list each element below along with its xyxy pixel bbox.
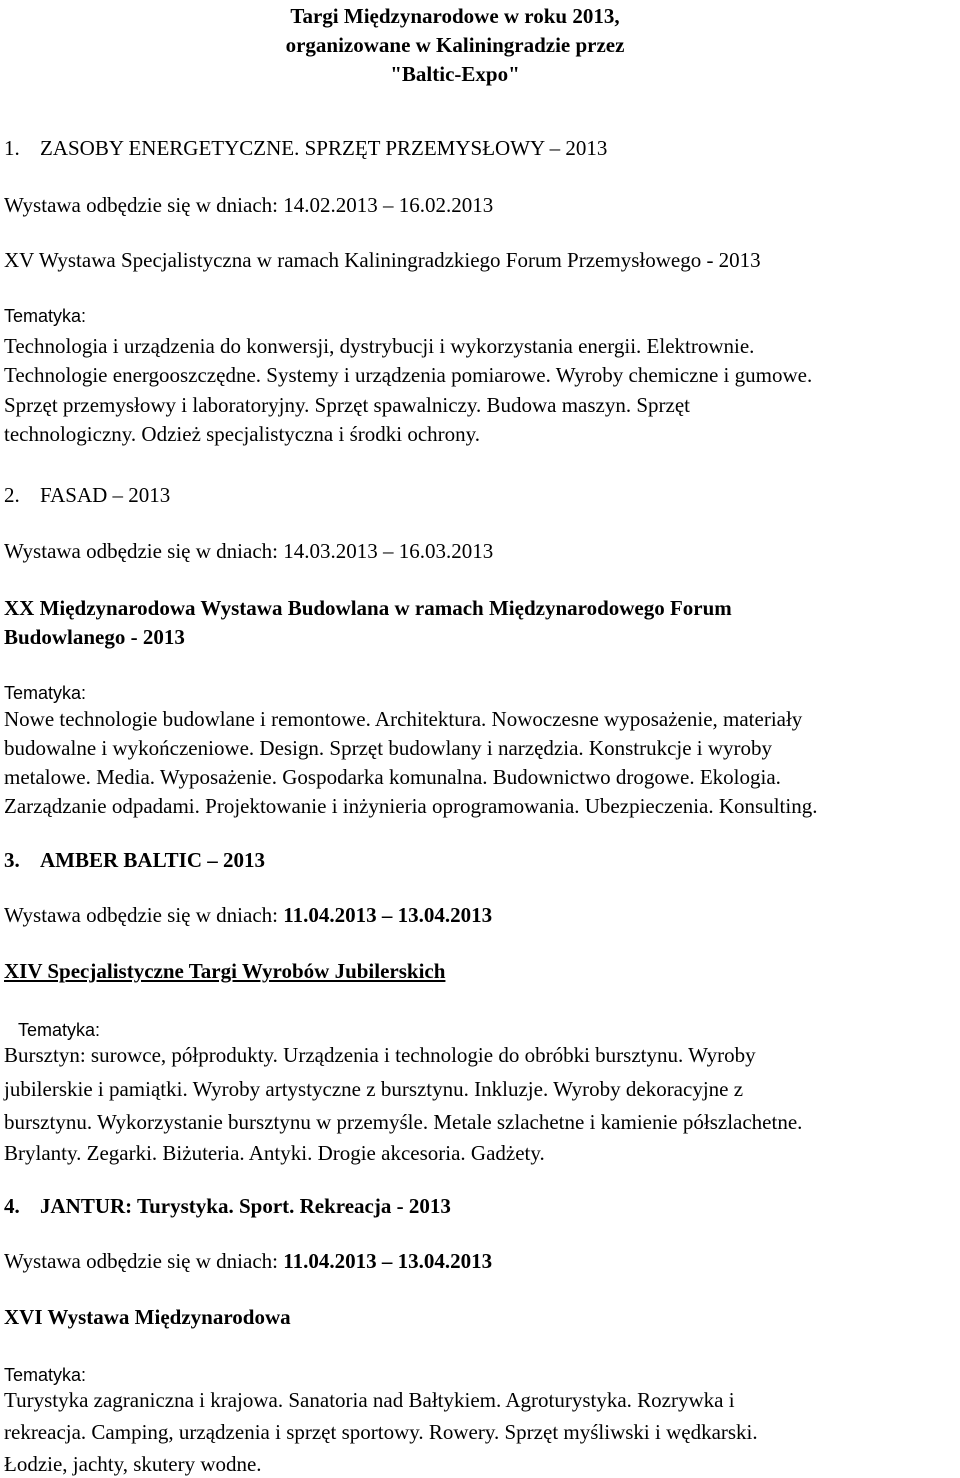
dates-label: Wystawa odbędzie się w dniach: — [4, 539, 284, 563]
section-2-exhibition-line-1: XX Międzynarodowa Wystawa Budowlana w ramach Międzynarodowego Forum — [4, 596, 732, 620]
section-2-heading — [4, 481, 954, 509]
section-title: AMBER BALTIC – 2013 — [40, 848, 266, 872]
section-3-exhibition: XIV Specjalistyczne Targi Wyrobów Jubilerskich — [4, 959, 446, 983]
section-4-topics-line-1: Turystyka zagraniczna i krajowa. Sanatoria nad Bałtykiem. Agroturystyka. Rozrywka i — [4, 1388, 735, 1412]
section-3-topics-line-4: Brylanty. Zegarki. Biżuteria. Antyki. Drogie akcesoria. Gadżety. — [4, 1141, 545, 1165]
section-2-topics-line-2: budowalne i wykończeniowe. Design. Sprzęt budowlany i narzędzia. Konstrukcje i wyroby — [4, 736, 773, 760]
section-4-dates — [4, 1247, 954, 1275]
title-line-1: Targi Międzynarodowe w roku 2013, — [290, 4, 620, 28]
section-3-heading — [4, 846, 954, 874]
section-1-topics-line-4: technologiczny. Odzież specjalistyczna i środki ochrony. — [4, 422, 481, 446]
title-line-3: "Baltic-Expo" — [390, 62, 520, 86]
section-4-heading — [4, 1192, 954, 1220]
section-title: JANTUR: Turystyka. Sport. Rekreacja - 2013 — [40, 1194, 451, 1218]
section-number: 2. — [4, 483, 20, 507]
section-4-exhibition: XVI Wystawa Międzynarodowa — [4, 1305, 291, 1329]
section-3-dates — [4, 901, 954, 929]
dates-label: Wystawa odbędzie się w dniach: — [4, 193, 284, 217]
section-2-topics-line-3: metalowe. Media. Wyposażenie. Gospodarka komunalna. Budownictwo drogowe. Ekologia. — [4, 765, 781, 789]
section-1-exhibition — [4, 246, 954, 274]
section-3-topics-line-1: Bursztyn: surowce, półprodukty. Urządzenia i technologie do obróbki bursztynu. Wyroby — [4, 1043, 756, 1067]
title-line-2: organizowane w Kaliningradzie przez — [285, 33, 625, 57]
section-title: FASAD – 2013 — [40, 483, 171, 507]
section-1-topics-label: Tematyka: — [4, 306, 87, 326]
section-4-topics-line-2: rekreacja. Camping, urządzenia i sprzęt sportowy. Rowery. Sprzęt myśliwski i wędkarski. — [4, 1420, 758, 1444]
section-1-topics-line-1: Technologia i urządzenia do konwersji, dystrybucji i wykorzystania energii. Elektrownie. — [4, 334, 755, 358]
section-2-topics-label: Tematyka: — [4, 683, 87, 703]
document-title — [220, 2, 690, 89]
section-2-dates — [4, 537, 954, 565]
section-number: 3. — [4, 848, 20, 872]
section-number: 4. — [4, 1194, 20, 1218]
dates-label: Wystawa odbędzie się w dniach: — [4, 1249, 284, 1273]
section-title: ZASOBY ENERGETYCZNE. SPRZĘT PRZEMYSŁOWY – 2013 — [40, 136, 608, 160]
section-number: 1. — [4, 136, 20, 160]
section-1-dates — [4, 191, 954, 219]
section-2-topics-line-4: Zarządzanie odpadami. Projektowanie i inżynieria oprogramowania. Ubezpieczenia. Konsulting. — [4, 794, 818, 818]
section-2-topics-line-1: Nowe technologie budowlane i remontowe. Architektura. Nowoczesne wyposażenie, materiały — [4, 707, 803, 731]
dates-value: 14.03.2013 – 16.03.2013 — [283, 539, 494, 563]
dates-value: 14.02.2013 – 16.02.2013 — [283, 193, 494, 217]
section-2-exhibition-line-2: Budowlanego - 2013 — [4, 625, 185, 649]
section-3-topics-line-2: jubilerskie i pamiątki. Wyroby artystyczne z bursztynu. Inkluzje. Wyroby dekoracyjne z — [4, 1077, 744, 1101]
dates-value: 11.04.2013 – 13.04.2013 — [283, 903, 493, 927]
section-1-topics-line-2: Technologie energooszczędne. Systemy i urządzenia pomiarowe. Wyroby chemiczne i gumowe. — [4, 363, 813, 387]
section-3-topics-line-3: bursztynu. Wykorzystanie bursztynu w przemyśle. Metale szlachetne i kamienie półszlachetne. — [4, 1110, 803, 1134]
section-1-heading — [4, 134, 954, 162]
section-3-topics-label: Tematyka: — [18, 1020, 101, 1040]
section-4-topics-line-3: Łodzie, jachty, skutery wodne. — [4, 1452, 262, 1476]
dates-label: Wystawa odbędzie się w dniach: — [4, 903, 284, 927]
dates-value: 11.04.2013 – 13.04.2013 — [283, 1249, 493, 1273]
section-4-topics-label: Tematyka: — [4, 1365, 87, 1385]
exhibition-name: XV Wystawa Specjalistyczna w ramach Kaliningradzkiego Forum Przemysłowego - 2013 — [4, 248, 761, 272]
section-1-topics-line-3: Sprzęt przemysłowy i laboratoryjny. Sprzęt spawalniczy. Budowa maszyn. Sprzęt — [4, 393, 691, 417]
